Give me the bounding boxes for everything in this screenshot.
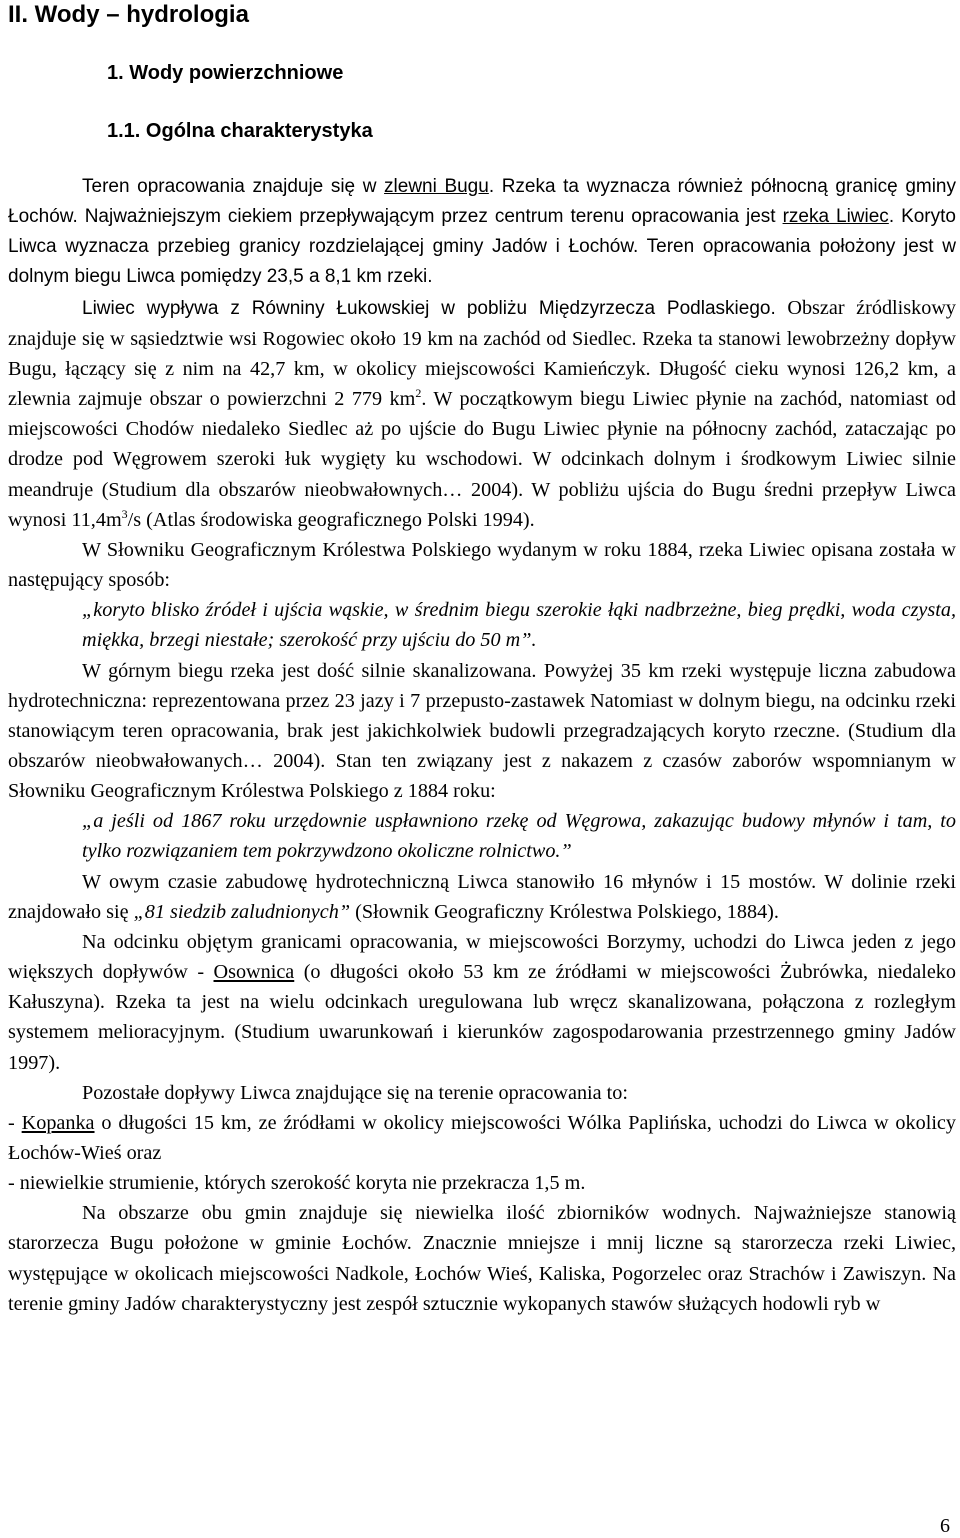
subsection-heading: 1.1. Ogólna charakterystyka xyxy=(107,120,373,142)
text-run: o długości 15 km, ze źródłami w okolicy miejscowości Wólka Paplińska, uchodzi do Liwca w okolicy Łochów-Wieś oraz xyxy=(8,1111,956,1164)
section-heading: 1. Wody powierzchniowe xyxy=(107,62,344,84)
paragraph-tributaries: Pozostałe dopływy Liwca znajdujące się na terenie opracowania to: xyxy=(82,1081,628,1104)
text-run: /s (Atlas środowiska geograficznego Polski 1994). xyxy=(127,508,535,531)
paragraph-slownik: W Słowniku Geograficznym Królestwa Polskiego wydanym w roku 1884, rzeka Liwiec opisana została w następujący sposób: xyxy=(8,538,956,592)
text-run: (Słownik Geograficzny Królestwa Polskiego, 1884). xyxy=(350,900,779,923)
quote-slownik-1: „koryto blisko źródeł i ujścia wąskie, w średnim biegu szerokie łąki nadbrzeżne, bieg prędki, woda czysta, miękka, brzegi niestałe; szerokość przy ujściu do 50 m”. xyxy=(82,599,956,652)
paragraph-reservoirs: Na obszarze obu gmin znajduje się niewielka ilość zbiorników wodnych. Najważniejsze stanowią starorzecza Bugu położone w gminie Łochów. Znacznie mniejsze i mnij liczne są starorzecza rzeki Liwiec, występujące w okolicach miejscowości Nadkole, Łochów Wieś, Kaliska, Pogorzelec oraz Strachów i Zawiszyn. Na terenie gminy Jadów charakterystyczny jest zespół sztucznie wykopanych stawów służących hodowli ryb w xyxy=(8,1202,956,1315)
italic-quote: „81 siedzib zaludnionych” xyxy=(133,900,351,923)
text-run: - xyxy=(8,1111,22,1134)
link-kopanka[interactable]: Kopanka xyxy=(21,1111,95,1134)
text-run: Na odcinku objętym granicami opracowania, w miejscowości Borzymy, uchodzi do Liwca jeden z jego większych dopływów - xyxy=(8,930,956,984)
paragraph-mills xyxy=(8,867,956,927)
paragraph-osownica xyxy=(8,927,956,1078)
text-run: . W początkowym biegu Liwiec płynie na zachód, natomiast od miejscowości Chodów niedaleko Siedlec aż po ujście do Bugu Liwiec płynie na północny zachód, zataczając po drodze pod Węgrowem szeroki łuk wygięty ku wschodowi. W odcinkach dolnym i środkowym Liwiec silnie meandruje (Studium dla obszarów nieobwałownych… 2004). W pobliżu ujścia do Bugu średni przepływ Liwca wynosi 11,4m xyxy=(8,388,956,531)
text-run: . Rzeka ta wyznacza również północną granicę gminy Łochów. Najważniejszym ciekiem przepływającym przez centrum terenu opracowania jest xyxy=(8,176,957,228)
list-item-streams: - niewielkie strumienie, których szerokość koryta nie przekracza 1,5 m. xyxy=(8,1172,586,1195)
chapter-heading: II. Wody – hydrologia xyxy=(8,1,249,28)
superscript: 3 xyxy=(121,506,128,521)
paragraph-intro xyxy=(8,172,956,293)
body-text xyxy=(8,172,956,1319)
text-run: (o długości około 53 km ze źródłami w miejscowości Żubrówka, niedaleko Kałuszyna). Rzeka ta jest na wielu odcinkach uregulowana lub wręcz skanalizowana, połączona z rozległym systemem melioracyjnym. (Studium uwarunkowań i kierunków zagospodarowania przestrzennego gminy Jadów 1997). xyxy=(8,961,956,1074)
text-run: Liwiec wypływa z Równiny Łukowskiej w pobliżu Międzyrzecza Podlaskiego. xyxy=(82,297,776,319)
quote-slownik-2: „a jeśli od 1867 roku urzędownie uspławniono rzekę od Węgrowa, zakazując budowy młynów i tam, to tylko rozwiązaniem tem pokrzywdzono okoliczne rolnictwo.” xyxy=(82,810,956,863)
link-zlewni-bugu[interactable]: zlewni Bugu xyxy=(384,176,489,197)
link-rzeka-liwiec[interactable]: rzeka Liwiec xyxy=(782,206,889,228)
list-item-kopanka xyxy=(8,1108,956,1168)
link-osownica[interactable]: Osownica xyxy=(213,961,295,984)
page-number: 6 xyxy=(940,1515,950,1537)
text-run: Teren opracowania znajduje się w xyxy=(82,176,385,197)
paragraph-upper-course: W górnym biegu rzeka jest dość silnie skanalizowana. Powyżej 35 km rzeki występuje liczna zabudowa hydrotechniczna: reprezentowana przez 23 jazy i 7 przepusto-zastawek Natomiast w dolnym biegu, na odcinku rzeki stanowiącym teren opracowania, brak jest jakichkolwiek budowli przegradzających koryto rzeczne. (Studium dla obszarów nieobwałowanych… 2004). Stan ten związany jest z nakazem z czasów zaborów wspomnianym w Słowniku Geograficznym Królestwa Polskiego z 1884 roku: xyxy=(8,659,956,803)
text-run: W owym czasie zabudowę hydrotechniczną Liwca stanowiło 16 młynów i 15 mostów. W dolinie rzeki znajdowało się xyxy=(8,870,956,923)
superscript: 2 xyxy=(415,386,422,401)
text-run: . Koryto Liwca wyznacza przebieg granicy rozdzielającej gminy Jadów i Łochów. Teren opracowania położony jest w dolnym biegu Liwca pomiędzy 23,5 a 8,1 km rzeki. xyxy=(8,206,956,288)
text-run: Obszar źródliskowy znajduje się w sąsiedztwie wsi Rogowiec około 19 km na zachód od Siedlec. Rzeka ta stanowi lewobrzeżny dopływ Bugu, łączący się z nim na 42,7 km, w okolicy miejscowości Kamieńczyk. Długość cieku wynosi 126,2 km, a zlewnia zajmuje obszar o powierzchni 2 779 km xyxy=(8,296,956,411)
paragraph-liwiec-source xyxy=(8,293,956,535)
